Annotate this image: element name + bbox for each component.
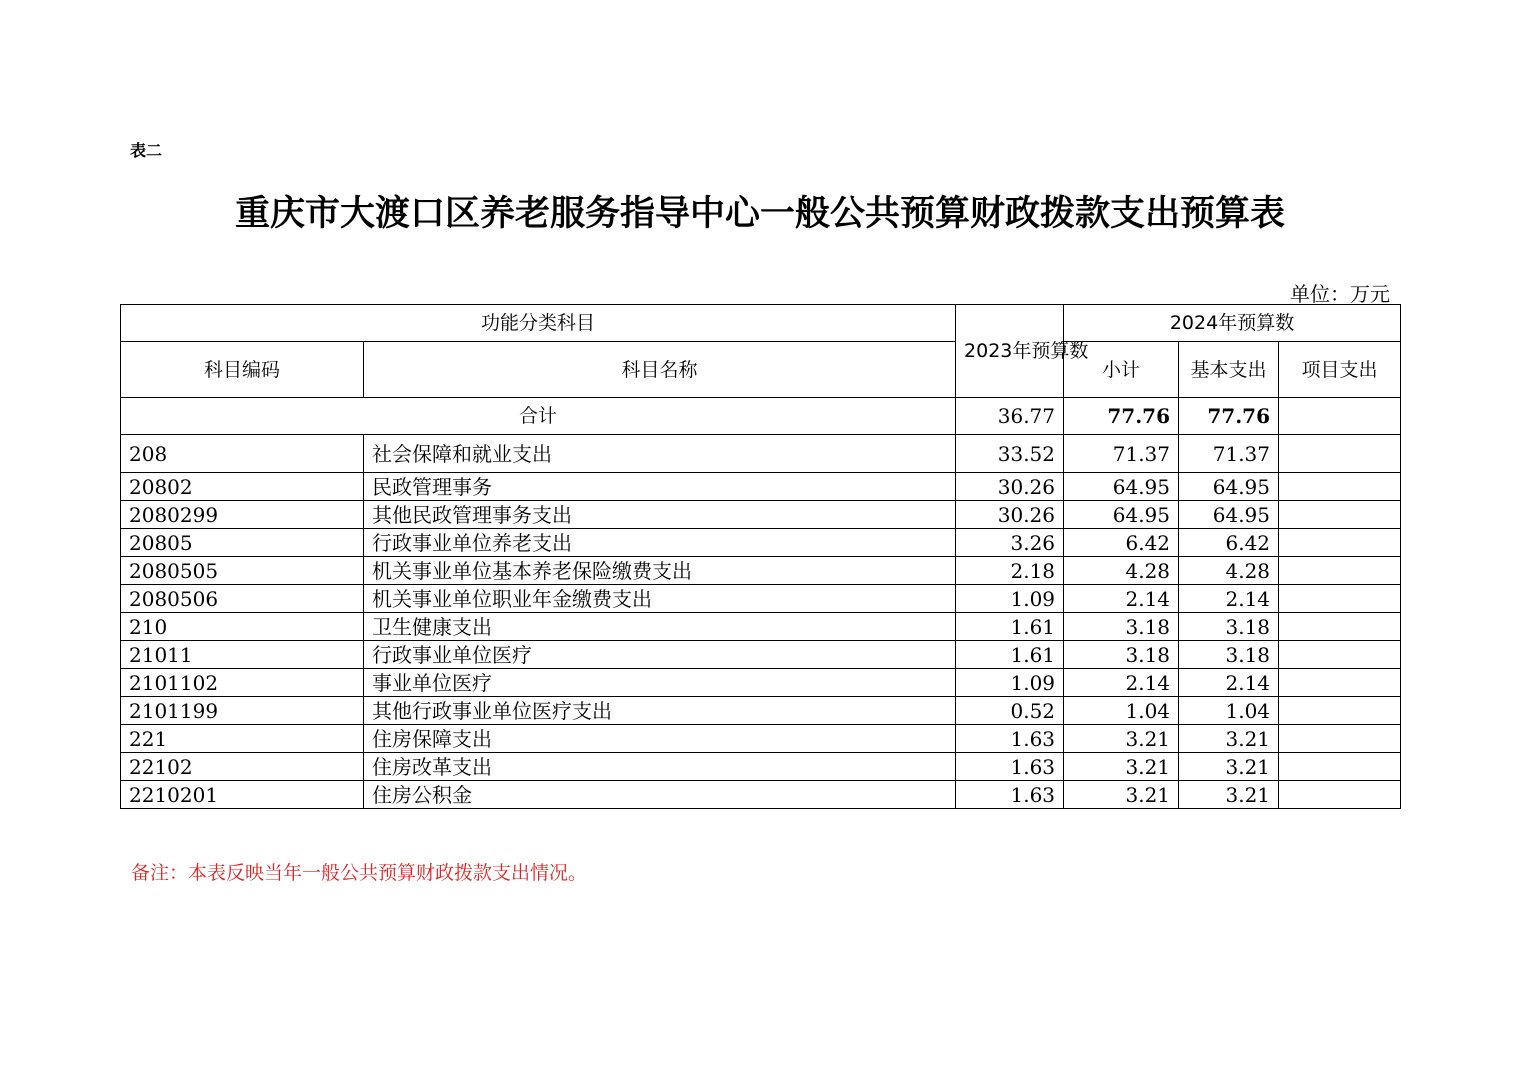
table-row (121, 613, 1401, 641)
table-row (121, 781, 1401, 809)
row-prev: 0.52 (956, 697, 1064, 725)
table-row (121, 501, 1401, 529)
row-name: 住房公积金 (364, 781, 956, 809)
row-prev: 1.61 (956, 641, 1064, 669)
total-prev: 36.77 (956, 398, 1064, 435)
row-project (1279, 697, 1401, 725)
row-code: 210 (121, 613, 364, 641)
total-project (1279, 398, 1401, 435)
row-subtotal: 3.21 (1064, 753, 1179, 781)
row-subtotal: 2.14 (1064, 669, 1179, 697)
row-basic: 3.21 (1179, 753, 1279, 781)
row-name: 机关事业单位职业年金缴费支出 (364, 585, 956, 613)
header-basic: 基本支出 (1179, 342, 1279, 398)
total-subtotal: 77.76 (1064, 398, 1179, 435)
row-prev: 1.61 (956, 613, 1064, 641)
row-prev: 1.63 (956, 753, 1064, 781)
row-project (1279, 501, 1401, 529)
table-row (121, 473, 1401, 501)
total-basic: 77.76 (1179, 398, 1279, 435)
row-project (1279, 781, 1401, 809)
row-subtotal: 3.21 (1064, 725, 1179, 753)
row-name: 卫生健康支出 (364, 613, 956, 641)
total-row (121, 398, 1401, 435)
table-row (121, 669, 1401, 697)
row-code: 21011 (121, 641, 364, 669)
header-subtotal: 小计 (1064, 342, 1179, 398)
row-project (1279, 585, 1401, 613)
row-subtotal: 71.37 (1064, 435, 1179, 473)
row-prev: 3.26 (956, 529, 1064, 557)
row-name: 其他行政事业单位医疗支出 (364, 697, 956, 725)
row-subtotal: 3.18 (1064, 613, 1179, 641)
row-basic: 64.95 (1179, 473, 1279, 501)
row-project (1279, 473, 1401, 501)
row-code: 2080299 (121, 501, 364, 529)
total-label: 合计 (121, 398, 956, 435)
page-title: 重庆市大渡口区养老服务指导中心一般公共预算财政拨款支出预算表 (234, 194, 1285, 234)
row-basic: 3.18 (1179, 613, 1279, 641)
header-prev-budget (956, 305, 1089, 398)
row-prev: 2.18 (956, 557, 1064, 585)
header-prev-budget-text: 2023年预算数 (964, 340, 1089, 362)
header-name: 科目名称 (364, 342, 956, 398)
table-row (121, 529, 1401, 557)
table-row (121, 435, 1401, 473)
row-basic: 3.21 (1179, 781, 1279, 809)
row-code: 208 (121, 435, 364, 473)
row-prev: 30.26 (956, 473, 1064, 501)
row-basic: 64.95 (1179, 501, 1279, 529)
table-row (121, 557, 1401, 585)
header-year-budget: 2024年预算数 (1064, 305, 1401, 342)
row-code: 22102 (121, 753, 364, 781)
row-project (1279, 669, 1401, 697)
row-code: 2080505 (121, 557, 364, 585)
row-code: 20805 (121, 529, 364, 557)
row-prev: 1.09 (956, 585, 1064, 613)
row-name: 社会保障和就业支出 (364, 435, 956, 473)
row-name: 住房保障支出 (364, 725, 956, 753)
row-name: 行政事业单位养老支出 (364, 529, 956, 557)
row-name: 事业单位医疗 (364, 669, 956, 697)
row-project (1279, 529, 1401, 557)
row-code: 20802 (121, 473, 364, 501)
row-subtotal: 4.28 (1064, 557, 1179, 585)
row-project (1279, 725, 1401, 753)
row-basic: 1.04 (1179, 697, 1279, 725)
row-subtotal: 64.95 (1064, 501, 1179, 529)
row-basic: 4.28 (1179, 557, 1279, 585)
row-basic: 2.14 (1179, 669, 1279, 697)
row-subtotal: 6.42 (1064, 529, 1179, 557)
row-basic: 71.37 (1179, 435, 1279, 473)
row-name: 机关事业单位基本养老保险缴费支出 (364, 557, 956, 585)
row-prev: 33.52 (956, 435, 1064, 473)
row-prev: 30.26 (956, 501, 1064, 529)
table-row (121, 585, 1401, 613)
table-row (121, 697, 1401, 725)
row-basic: 3.18 (1179, 641, 1279, 669)
row-name: 行政事业单位医疗 (364, 641, 956, 669)
row-project (1279, 641, 1401, 669)
table-row (121, 641, 1401, 669)
row-name: 其他民政管理事务支出 (364, 501, 956, 529)
row-subtotal: 64.95 (1064, 473, 1179, 501)
row-basic: 6.42 (1179, 529, 1279, 557)
row-name: 民政管理事务 (364, 473, 956, 501)
row-code: 2210201 (121, 781, 364, 809)
table-row (121, 753, 1401, 781)
remark-note: 备注：本表反映当年一般公共预算财政拨款支出情况。 (131, 862, 588, 884)
row-project (1279, 435, 1401, 473)
row-subtotal: 3.18 (1064, 641, 1179, 669)
row-name: 住房改革支出 (364, 753, 956, 781)
row-prev: 1.63 (956, 725, 1064, 753)
row-basic: 3.21 (1179, 725, 1279, 753)
table-row (121, 725, 1401, 753)
budget-table (120, 304, 1401, 809)
row-code: 2080506 (121, 585, 364, 613)
header-project: 项目支出 (1279, 342, 1401, 398)
row-code: 2101199 (121, 697, 364, 725)
table-label: 表二 (130, 141, 163, 160)
row-prev: 1.63 (956, 781, 1064, 809)
row-subtotal: 2.14 (1064, 585, 1179, 613)
unit-label: 单位：万元 (1290, 282, 1390, 306)
row-basic: 2.14 (1179, 585, 1279, 613)
row-project (1279, 753, 1401, 781)
row-prev: 1.09 (956, 669, 1064, 697)
row-subtotal: 3.21 (1064, 781, 1179, 809)
header-code: 科目编码 (121, 342, 364, 398)
row-project (1279, 613, 1401, 641)
row-code: 221 (121, 725, 364, 753)
row-code: 2101102 (121, 669, 364, 697)
header-functional-category: 功能分类科目 (121, 305, 956, 342)
row-subtotal: 1.04 (1064, 697, 1179, 725)
row-project (1279, 557, 1401, 585)
